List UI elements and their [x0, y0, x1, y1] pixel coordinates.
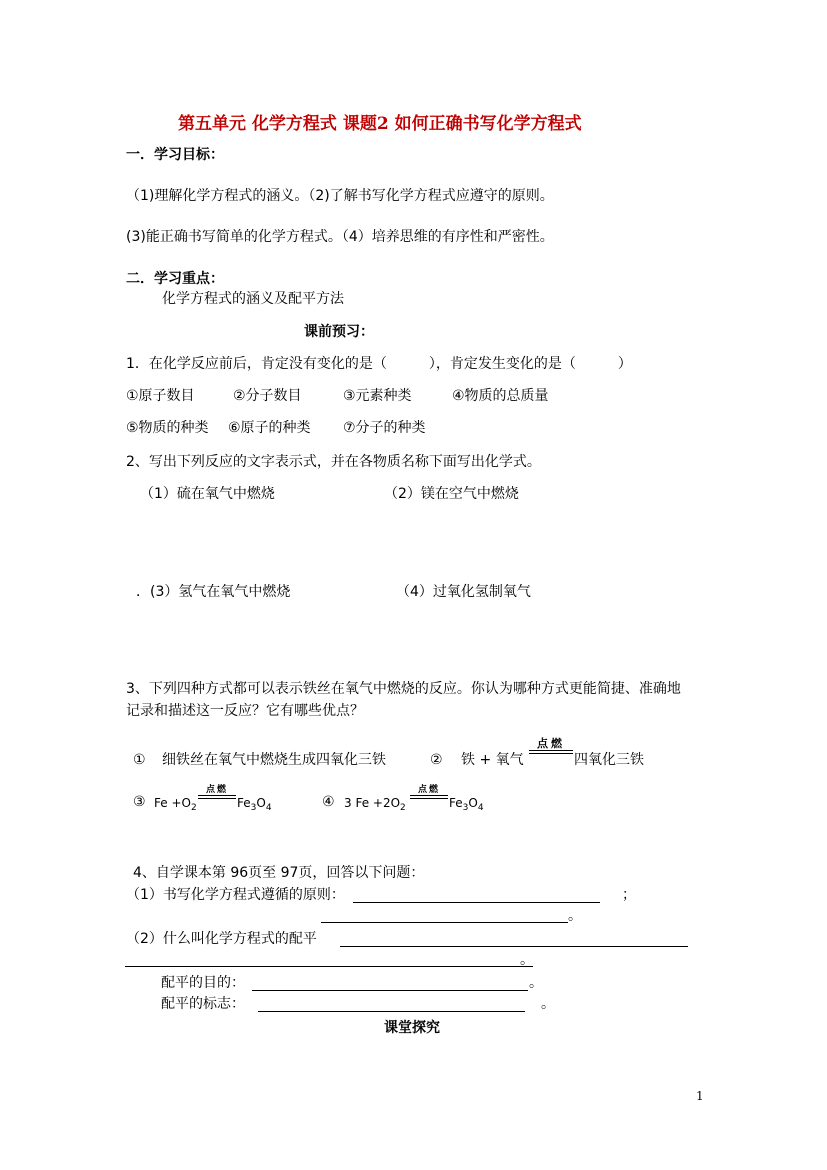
question-4-stem: 4、自学课本第 96页至 97页，回答以下问题：: [133, 865, 425, 881]
q3-option-2-condition-arrow: [529, 738, 573, 754]
q1-option-2: ②分子数目: [233, 388, 302, 404]
goals-line-1: （1)理解化学方程式的涵义。（2)了解书写化学方程式应遵守的原则。: [126, 188, 554, 204]
equals-sign: [529, 750, 573, 754]
q4-sub-2-blank-1[interactable]: [340, 946, 688, 947]
q3-option-2-number: ②: [430, 752, 443, 768]
page-number: 1: [696, 1089, 704, 1103]
q4-sub-2-blank-2[interactable]: [125, 966, 533, 967]
key-points-text: 化学方程式的涵义及配平方法: [162, 291, 344, 307]
q3-option-3-product: [237, 796, 272, 813]
condition-label: 点燃: [537, 737, 565, 750]
q3-option-2-reactants: 铁 + 氧气: [461, 752, 524, 768]
question-3-stem-line-2: 记录和描述这一反应？它有哪些优点？: [126, 703, 364, 719]
q3-option-4-reactants: [344, 796, 406, 813]
question-1-stem: 1．在化学反应前后，肯定没有变化的是（ ），肯定发生变化的是（ ）: [126, 356, 632, 372]
q4-sub-1-end-1: ；: [622, 887, 636, 903]
q4-sub-2-end: 。: [520, 952, 534, 968]
q3-option-1-text: 细铁丝在氧气中燃烧生成四氧化三铁: [162, 752, 386, 768]
q2-item-1: （1）硫在氧气中燃烧: [140, 486, 275, 502]
subscript: 3: [250, 803, 257, 813]
q4-sub-1-label: （1）书写化学方程式遵循的原则：: [126, 887, 345, 903]
q1-option-1: ①原子数目: [126, 388, 195, 404]
section-heading-key-points: 二．学习重点：: [126, 271, 224, 287]
equals-sign: [198, 795, 236, 799]
class-inquiry-heading: 课堂探究: [384, 1020, 440, 1036]
formula-text: Fe: [237, 796, 251, 810]
q4-sub-1-blank-1[interactable]: [353, 902, 600, 903]
formula-text: O: [468, 796, 478, 810]
q3-option-3-condition-arrow: [198, 785, 236, 799]
condition-label: 点燃: [205, 785, 228, 795]
subscript: 2: [400, 803, 406, 813]
q4-sub-1-blank-2[interactable]: [321, 922, 568, 923]
subscript: 4: [477, 803, 484, 813]
subscript: 3: [462, 803, 469, 813]
formula-text: O: [256, 796, 266, 810]
subscript: 4: [265, 803, 272, 813]
condition-label: 点燃: [417, 785, 440, 795]
q1-option-4: ④物质的总质量: [452, 388, 549, 404]
q1-option-7: ⑦分子的种类: [343, 420, 426, 436]
q3-option-3-reactants: [154, 796, 197, 813]
balance-sign-blank[interactable]: [258, 1011, 525, 1012]
q3-option-4-number: ④: [322, 794, 335, 810]
equals-sign: [410, 795, 448, 799]
balance-purpose-end: 。: [529, 975, 543, 991]
question-3-stem-line-1: 3、下列四种方式都可以表示铁丝在氧气中燃烧的反应。你认为哪种方式更能简捷、准确地: [126, 681, 681, 697]
q2-item-4: （4）过氧化氢制氧气: [396, 584, 531, 600]
q1-option-5: ⑤物质的种类: [126, 420, 209, 436]
q4-sub-1-end-2: 。: [568, 908, 582, 924]
q2-item-3: ．(3）氢气在氧气中燃烧: [136, 584, 291, 600]
balance-purpose-label: 配平的目的：: [161, 975, 245, 991]
q3-option-2-product: 四氧化三铁: [574, 752, 644, 768]
formula-text: Fe +O: [154, 796, 191, 810]
balance-purpose-blank[interactable]: [252, 990, 528, 991]
q2-item-2: （2）镁在空气中燃烧: [384, 486, 519, 502]
q3-option-1-number: ①: [133, 752, 146, 768]
q3-option-4-product: [449, 796, 484, 813]
formula-text: Fe: [449, 796, 463, 810]
q4-sub-2-label: （2）什么叫化学方程式的配平: [126, 931, 317, 947]
q3-option-4-condition-arrow: [410, 785, 448, 799]
balance-sign-label: 配平的标志：: [161, 996, 245, 1012]
balance-sign-end: 。: [541, 996, 555, 1012]
section-heading-goals: 一．学习目标：: [126, 147, 224, 163]
question-2-stem: 2、写出下列反应的文字表示式，并在各物质名称下面写出化学式。: [126, 454, 541, 470]
q1-option-3: ③元素种类: [343, 388, 412, 404]
formula-text: 3 Fe +2O: [344, 796, 401, 810]
goals-line-2: (3)能正确书写简单的化学方程式。（4）培养思维的有序性和严密性。: [126, 229, 554, 245]
page-title: 第五单元 化学方程式 课题2 如何正确书写化学方程式: [178, 114, 582, 134]
q1-option-6: ⑥原子的种类: [228, 420, 311, 436]
q3-option-3-number: ③: [133, 794, 146, 810]
subscript: 2: [190, 803, 197, 813]
preview-heading: 课前预习：: [304, 324, 374, 340]
